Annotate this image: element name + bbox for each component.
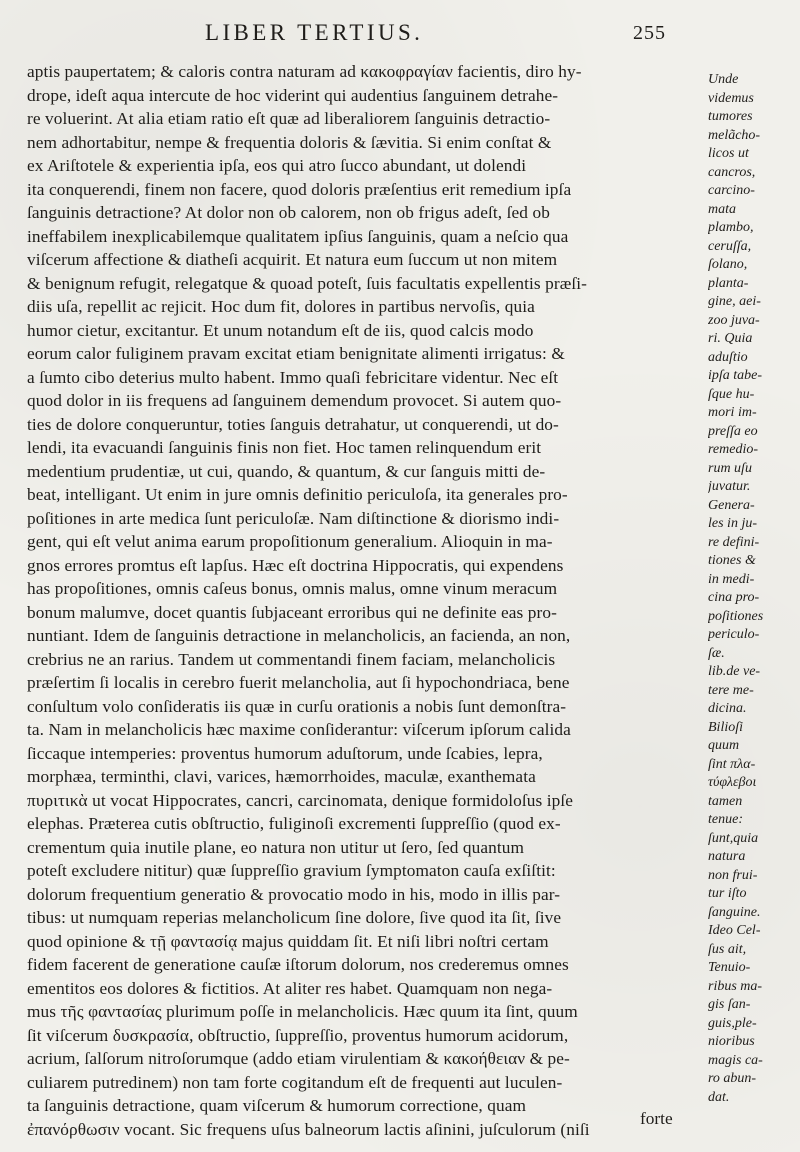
margin-note-line: ſus ait, xyxy=(708,941,747,957)
margin-note-line: ſque hu- xyxy=(708,386,755,402)
text-line: ementitos eos dolores & fictitios. At aliter res habet. Quamquam non nega- xyxy=(27,978,553,998)
text-line: acrium, ſalſorum nitroſorumque (addo etiam virulentiam & κακοήθειαν & pe- xyxy=(27,1049,570,1068)
text-line: conſultum volo conſideratis iis quæ in curſu orationis a nobis ſunt demonſtra- xyxy=(27,696,567,716)
text-line: ta. Nam in melancholicis hæc maxime conſiderantur: viſcerum ipſorum calida xyxy=(27,720,571,739)
margin-note-line: tiones & xyxy=(708,553,756,568)
margin-notes xyxy=(708,70,794,1115)
margin-note-line: ro abun- xyxy=(708,1071,757,1086)
text-line: mus τῆς φαντασίας plurimum poſſe in melancholicis. Hæc quum ita ſint, quum xyxy=(27,1002,578,1021)
text-line: re voluerint. At alia etiam ratio eſt quæ ad liberaliorem ſanguinis detractio- xyxy=(27,109,551,128)
main-text-block xyxy=(27,60,717,1140)
text-line: culiarem putredinem) non tam forte cogitandum eſt de frequenti aut luculen- xyxy=(27,1072,563,1092)
margin-note-line: tumores xyxy=(708,109,753,124)
text-line: ſanguinis detractione? At dolor non ob calorem, non ob frigus adeſt, ſed ob xyxy=(27,203,550,222)
text-line: has propoſitiones, omnis caſeus bonus, omnis malus, omne vinum meracum xyxy=(27,579,558,598)
margin-note-line: Ideo Cel- xyxy=(708,923,761,938)
margin-note-line: rum uſu xyxy=(708,460,752,476)
margin-note-line: tenue: xyxy=(708,812,743,827)
text-line: crebrius ne an rarius. Tandem ut commentandi finem faciam, melancholicis xyxy=(27,649,556,669)
margin-note-line: ri. Quia xyxy=(708,331,753,346)
text-line: gent, qui eſt velut anima earum propoſitionum generalium. Alioquin in ma- xyxy=(27,532,553,551)
text-line: quod opinione & τῇ φαντασίᾳ majus quiddam ſit. Et niſi libri noſtri certam xyxy=(27,931,549,951)
text-line: aptis paupertatem; & caloris contra naturam ad κακοφραγίαν facientis, diro hy- xyxy=(27,62,582,81)
margin-note-line: re defini- xyxy=(708,534,760,550)
text-line: diis uſa, repellit ac rejicit. Hoc dum fit, dolores in partibus nervoſis, quia xyxy=(27,297,535,316)
page-header xyxy=(0,18,800,54)
text-line: ta ſanguinis detractione, quam viſcerum & humorum correctione, quam xyxy=(27,1096,527,1115)
margin-note-line: melãcho- xyxy=(708,127,761,143)
text-line: viſcerum affectione & diatheſi acquirit. Et natura eum ſuccum ut non mitem xyxy=(27,250,558,269)
catchword: forte xyxy=(640,1109,673,1128)
text-line: ſit viſcerum δυσκρασία, obſtructio, ſuppreſſio, proventus humorum acidorum, xyxy=(27,1025,569,1045)
margin-note-line: tere me- xyxy=(708,682,754,698)
text-line: bonum malumve, docet quantis ſubjaceant erroribus qui ne definite eas pro- xyxy=(27,602,557,622)
text-line: ſiccaque intemperies: proventus humorum aduſtorum, unde ſcabies, lepra, xyxy=(27,743,543,763)
margin-note-line: ipſa tabe- xyxy=(708,368,763,383)
margin-note-line: nioribus xyxy=(708,1034,755,1049)
margin-note-line: magis ca- xyxy=(708,1052,763,1068)
margin-note-line: periculo- xyxy=(708,627,760,642)
text-line: tibus: ut numquam reperias melancholicum ſine dolore, ſive quod ita ſit, ſive xyxy=(27,908,562,927)
text-line: lendi, ita evacuandi ſanguinis finis non fiet. Hoc tamen relinquendum erit xyxy=(27,438,542,457)
margin-note-line: dicina. xyxy=(708,701,747,716)
margin-note-line: ſæ. xyxy=(708,645,725,661)
text-line: ex Ariſtotele & experientia ipſa, eos qui atro ſucco abundant, ut dolendi xyxy=(27,156,527,175)
margin-note-line: tur iſto xyxy=(708,886,747,901)
margin-note-line: les in ju- xyxy=(708,516,757,531)
margin-note-line: non frui- xyxy=(708,867,758,883)
text-line: a ſumto cibo deterius multo habent. Immo quaſi febricitare videntur. Nec eſt xyxy=(27,367,559,387)
margin-note-line: aduſtio xyxy=(708,349,748,365)
text-line: poſitiones in arte medica ſunt periculoſæ. Nam diſtinctione & diorismo indi- xyxy=(27,508,560,528)
margin-note-line: Tenuio- xyxy=(708,960,751,975)
margin-note-line: cancros, xyxy=(708,164,756,180)
margin-note-line: mata xyxy=(708,201,736,217)
margin-note-line: dat. xyxy=(708,1089,730,1105)
margin-note-line: lib.de ve- xyxy=(708,664,761,679)
margin-note-line: gine, aei- xyxy=(708,294,761,309)
text-line: quod dolor in iis frequens ad ſanguinem demendum provocet. Si autem quo- xyxy=(27,391,562,410)
margin-note-line: licos ut xyxy=(708,146,749,161)
text-line: elephas. Præterea cutis obſtructio, fuliginoſi excrementi ſuppreſſio (quod ex- xyxy=(27,814,561,833)
margin-note-line: natura xyxy=(708,849,746,864)
margin-note-line: ribus ma- xyxy=(708,978,763,994)
text-line: nuntiant. Idem de ſanguinis detractione in melancholicis, an facienda, an non, xyxy=(27,626,571,645)
margin-note-line: Genera- xyxy=(708,497,755,513)
text-line: & benignum refugit, relegatque & quoad poteſt, ſuis facultatis expellentis præſi- xyxy=(27,273,588,293)
text-line: πυριτικὰ ut vocat Hippocrates, cancri, carcinomata, denique formidoloſus ipſe xyxy=(27,790,574,810)
margin-note-line: remedio- xyxy=(708,442,759,457)
margin-note-line: zoo juva- xyxy=(708,312,760,328)
text-line: medentium prudentiæ, ut cui, quando, & quantum, & cur ſanguis mitti de- xyxy=(27,461,546,481)
margin-note-line: Unde xyxy=(708,72,739,87)
margin-note-line: τύφλεβοι xyxy=(708,775,757,790)
margin-note-line: ſint πλα- xyxy=(708,756,756,772)
margin-note-line: mori im- xyxy=(708,405,757,420)
text-line: eorum calor fuliginem pravam excitat etiam benignitate alimenti irrigatus: & xyxy=(27,344,565,363)
text-line: morphæa, terminthi, clavi, varices, hæmorrhoides, maculæ, exanthemata xyxy=(27,767,536,786)
text-line: ἐπανόρθωσιν vocant. Sic frequens uſus balneorum lactis aſinini, juſculorum (niſi xyxy=(27,1119,590,1139)
margin-note-line: ſolano, xyxy=(708,257,748,272)
margin-note-line: carcino- xyxy=(708,183,755,198)
margin-note-line: in medi- xyxy=(708,571,755,587)
margin-note-line: Bilioſi xyxy=(708,719,743,735)
text-line: ineffabilem inexplicabilemque qualitatem ipſius ſanguinis, quam a neſcio qua xyxy=(27,226,569,246)
text-line: fidem facerent de generatione cauſæ iſtorum dolorum, nos crederemus omnes xyxy=(27,955,569,974)
text-line: beat, intelligant. Ut enim in jure omnis definitio periculoſa, ita generales pro- xyxy=(27,485,568,504)
text-line: gnos errores promtus eſt lapſus. Hæc eſt doctrina Hippocratis, qui expendens xyxy=(27,555,564,575)
margin-note-line: planta- xyxy=(708,275,749,291)
margin-note-line: videmus xyxy=(708,90,754,106)
running-title: LIBER TERTIUS. xyxy=(205,20,424,45)
margin-note-line: poſitiones xyxy=(708,608,764,624)
text-line: drope, ideſt aqua intercute de hoc viderint qui audentius ſanguinem detrahe- xyxy=(27,85,559,105)
margin-note-line: gis ſan- xyxy=(708,997,751,1012)
margin-note-line: quum xyxy=(708,738,740,753)
text-line: humor cietur, excitantur. Et unum notandum eſt de iis, quod calcis modo xyxy=(27,320,534,340)
margin-note-line: juvatur. xyxy=(708,479,751,494)
margin-note-line: ſanguine. xyxy=(708,904,761,920)
text-line: ita conquerendi, finem non facere, quod doloris præſentius erit remedium ipſa xyxy=(27,179,572,199)
text-line: poteſt excludere nititur) quæ ſuppreſſio gravium ſymptomaton cauſa exſiſtit: xyxy=(27,861,556,880)
text-line: crementum quia inutile plane, eo natura non utitur ut ſero, ſed quantum xyxy=(27,837,525,857)
text-line: dolorum frequentium generatio & provocatio modo in his, modo in illis par- xyxy=(27,884,561,904)
text-line: præſertim ſi localis in cerebro fuerit melancholia, aut ſi hypochondriaca, bene xyxy=(27,673,570,692)
page-number: 255 xyxy=(633,22,666,44)
margin-note-line: ſunt,quia xyxy=(708,830,759,846)
margin-note-line: tamen xyxy=(708,793,743,809)
margin-note-line: guis,ple- xyxy=(708,1015,757,1031)
margin-note-line: preſſa eo xyxy=(708,423,758,439)
margin-note-line: ceruſſa, xyxy=(708,238,752,254)
text-line: ties de dolore conqueruntur, toties ſanguis detrahatur, ut conquerendi, ut do- xyxy=(27,414,559,434)
margin-note-line: cina pro- xyxy=(708,590,760,605)
margin-note-line: plambo, xyxy=(708,220,754,235)
text-line: nem adhortabitur, nempe & frequentia doloris & ſævitia. Si enim conſtat & xyxy=(27,132,552,152)
